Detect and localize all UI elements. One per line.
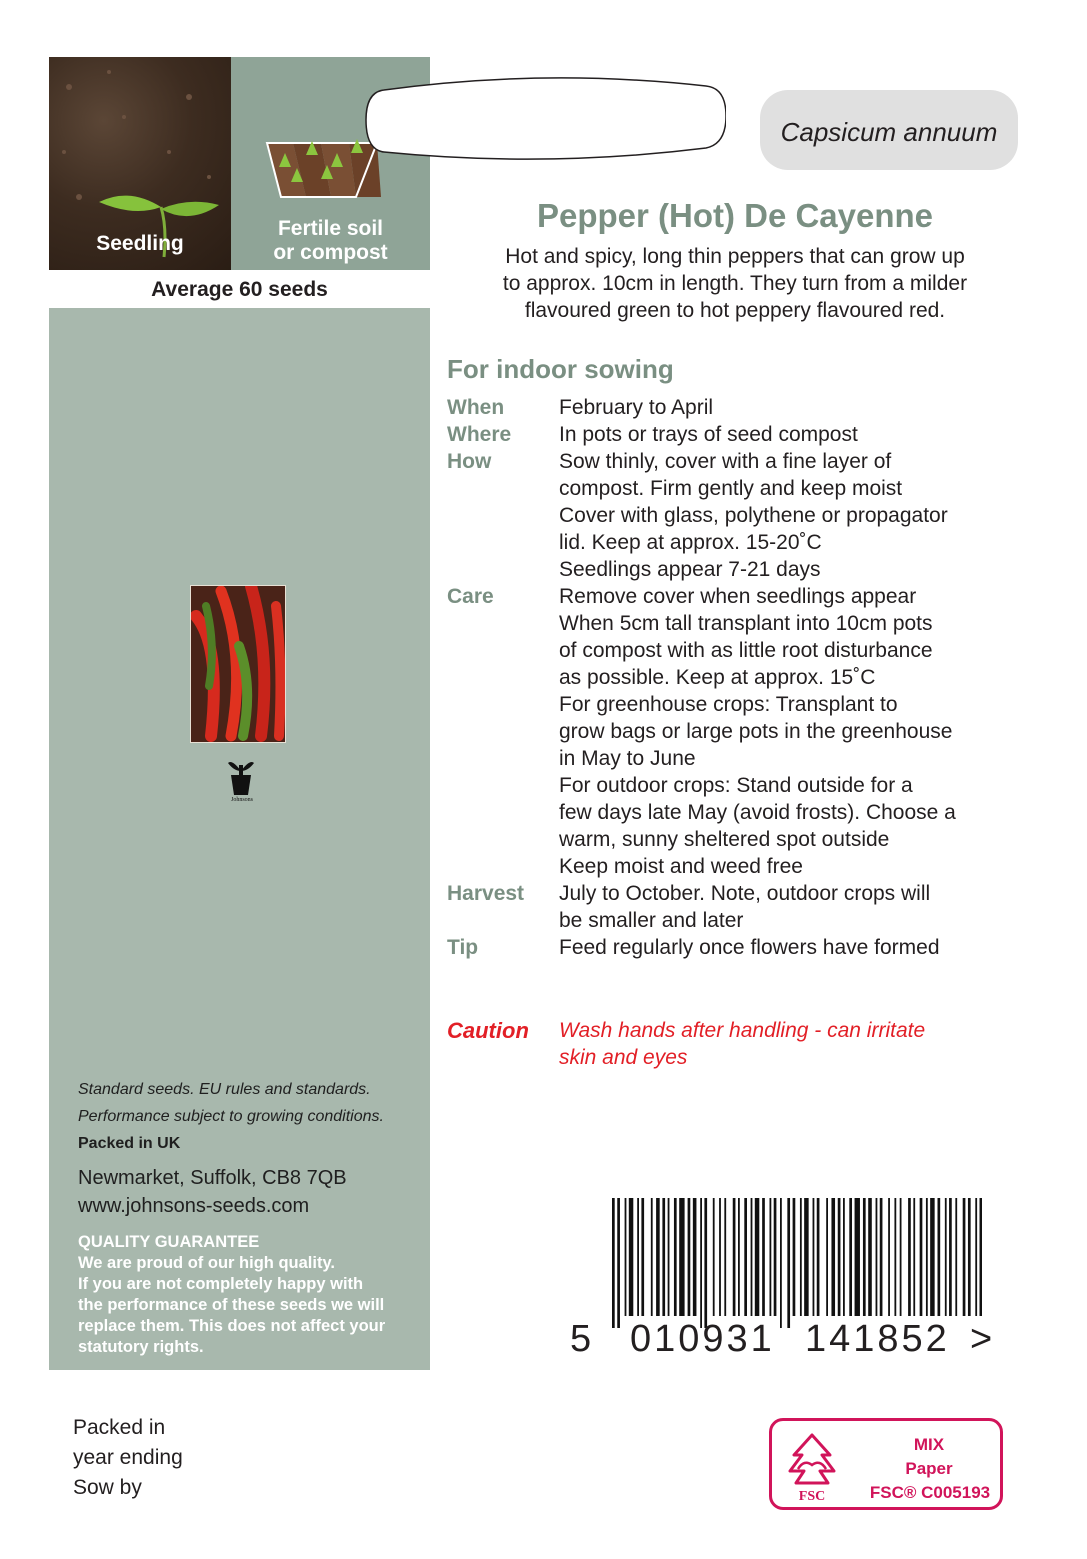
barcode-bar: [738, 1198, 740, 1316]
info-row-how: How Sow thinly, cover with a fine layer of compost. Firm gently and keep moist Cover with glass, polythene or propagator lid. Keep at approx. 15-20˚C Seedlings appear 7-21 days: [447, 450, 948, 581]
info-row-where: Where In pots or trays of seed compost: [447, 423, 858, 446]
barcode-bar: [724, 1198, 726, 1316]
website-link[interactable]: www.johnsons-seeds.com: [78, 1195, 310, 1217]
barcode-bar: [868, 1198, 872, 1316]
seedling-photo: [49, 57, 231, 270]
barcode-bar: [780, 1198, 782, 1328]
info-row-when: When February to April: [447, 396, 714, 419]
barcode-bar: [688, 1198, 691, 1316]
fsc-badge: [769, 1418, 1003, 1510]
legal-text: Standard seeds. EU rules and standards. Performance subject to growing conditions. Packed in UK: [78, 1081, 384, 1152]
barcode-bar: [963, 1198, 966, 1316]
barcode-bar: [612, 1198, 615, 1328]
barcode-bar: [719, 1198, 721, 1316]
caution-note: Caution Wash hands after handling - can irritate skin and eyes: [447, 1018, 926, 1069]
info-row-tip: Tip Feed regularly once flowers have formed: [447, 936, 940, 959]
barcode-bar: [662, 1198, 665, 1316]
pot-logo-icon: [226, 757, 256, 797]
barcode-bar: [849, 1198, 852, 1316]
barcode-bar: [838, 1198, 841, 1316]
barcode-bar: [831, 1198, 835, 1316]
pepper-photo: [190, 585, 286, 743]
barcode-bar: [908, 1198, 911, 1316]
description: Hot and spicy, long thin peppers that can grow up to approx. 10cm in length. They turn from a milder flavoured green to hot peppery flavoured red.: [502, 245, 968, 322]
barcode-bar: [968, 1198, 971, 1316]
address: Newmarket, Suffolk, CB8 7QB www.johnsons-seeds.com: [78, 1164, 423, 1220]
barcode-bar: [900, 1198, 902, 1316]
info-row-harvest: Harvest July to October. Note, outdoor crops will be smaller and later: [447, 882, 931, 932]
barcode-bar: [800, 1198, 802, 1316]
fsc-code: FSC® C005193: [869, 1483, 991, 1502]
brand-logo: Johnsons: [226, 757, 256, 807]
barcode-bar: [641, 1198, 644, 1316]
barcode-bar: [813, 1198, 815, 1316]
barcode-bar: [679, 1198, 684, 1316]
barcode-bar: [913, 1198, 915, 1316]
page-title: Pepper (Hot) De Cayenne: [536, 197, 934, 234]
barcode-bar: [755, 1198, 760, 1316]
barcode-bar: [926, 1198, 928, 1316]
fsc-tree-icon: [782, 1429, 842, 1503]
info-row-care: Care Remove cover when seedlings appear When 5cm tall transplant into 10cm pots of compost with as little root disturbance as possible. Keep at approx. 15˚C For greenhouse crops: Transplant to grow bags or large pots in the greenhouse in May to June For outdoor crops: Stand outside for a few days late May (avoid frosts). Choose a warm, sunny sheltered spot outside Keep moist and weed free: [447, 585, 956, 878]
barcode-bar: [744, 1198, 747, 1316]
barcode-bar: [704, 1198, 707, 1328]
seed-count: Average 60 seeds: [49, 270, 430, 308]
barcode-bar: [637, 1198, 639, 1316]
barcode-bar: [938, 1198, 941, 1316]
barcode-bar: [651, 1198, 653, 1316]
barcode-bar: [762, 1198, 765, 1316]
barcode-bar: [949, 1198, 952, 1316]
barcode-bar: [793, 1198, 796, 1316]
barcode-bar: [629, 1198, 634, 1316]
barcode-bar: [770, 1198, 772, 1316]
barcode-bar: [713, 1198, 715, 1316]
barcode-bar: [920, 1198, 923, 1316]
section-heading: For indoor sowing: [447, 354, 674, 384]
pepper-image: [191, 586, 286, 743]
barcode-bar: [863, 1198, 866, 1316]
barcode-bar: [693, 1198, 697, 1316]
barcode-bar: [888, 1198, 890, 1316]
soil-label: Fertile soil or compost: [273, 217, 388, 264]
barcode-bar: [668, 1198, 670, 1316]
barcode-bar: [774, 1198, 777, 1316]
fsc-mix: MIX Paper: [905, 1435, 953, 1478]
barcode-bar: [826, 1198, 828, 1316]
barcode-bar: [656, 1198, 660, 1316]
barcode-bar: [817, 1198, 820, 1316]
barcode-bar: [674, 1198, 677, 1316]
barcode-bar: [975, 1198, 977, 1316]
quality-guarantee: QUALITY GUARANTEE We are proud of our high quality. If you are not completely happy with the performance of these seeds we will replace them. This does not affect your statutory rights.: [78, 1233, 386, 1356]
barcode-bar: [625, 1198, 627, 1316]
barcode-bar: [700, 1198, 702, 1328]
seedling-label: Seedling: [96, 232, 184, 255]
fsc-logo-text: FSC: [798, 1489, 826, 1503]
packet-window: [364, 72, 726, 160]
barcode-bar: [980, 1198, 983, 1316]
packed-info: Packed in year ending Sow by: [73, 1416, 183, 1499]
sowing-info: [447, 394, 1037, 961]
barcode-bar: [804, 1198, 809, 1316]
barcode-bar: [955, 1198, 957, 1316]
barcode-bar: [855, 1198, 860, 1316]
barcode-digits: 5 010931 141852 >: [570, 1318, 993, 1360]
barcode-bar: [843, 1198, 845, 1316]
barcode: [612, 1198, 982, 1328]
barcode-bar: [733, 1198, 736, 1316]
barcode-bar: [945, 1198, 947, 1316]
barcode-bar: [876, 1198, 878, 1316]
barcode-bar: [880, 1198, 883, 1316]
barcode-bar: [787, 1198, 790, 1328]
latin-name-badge: Capsicum annuum: [760, 90, 1018, 170]
barcode-bar: [930, 1198, 935, 1316]
barcode-bar: [617, 1198, 620, 1328]
barcode-bar: [751, 1198, 753, 1316]
barcode-bar: [894, 1198, 896, 1316]
